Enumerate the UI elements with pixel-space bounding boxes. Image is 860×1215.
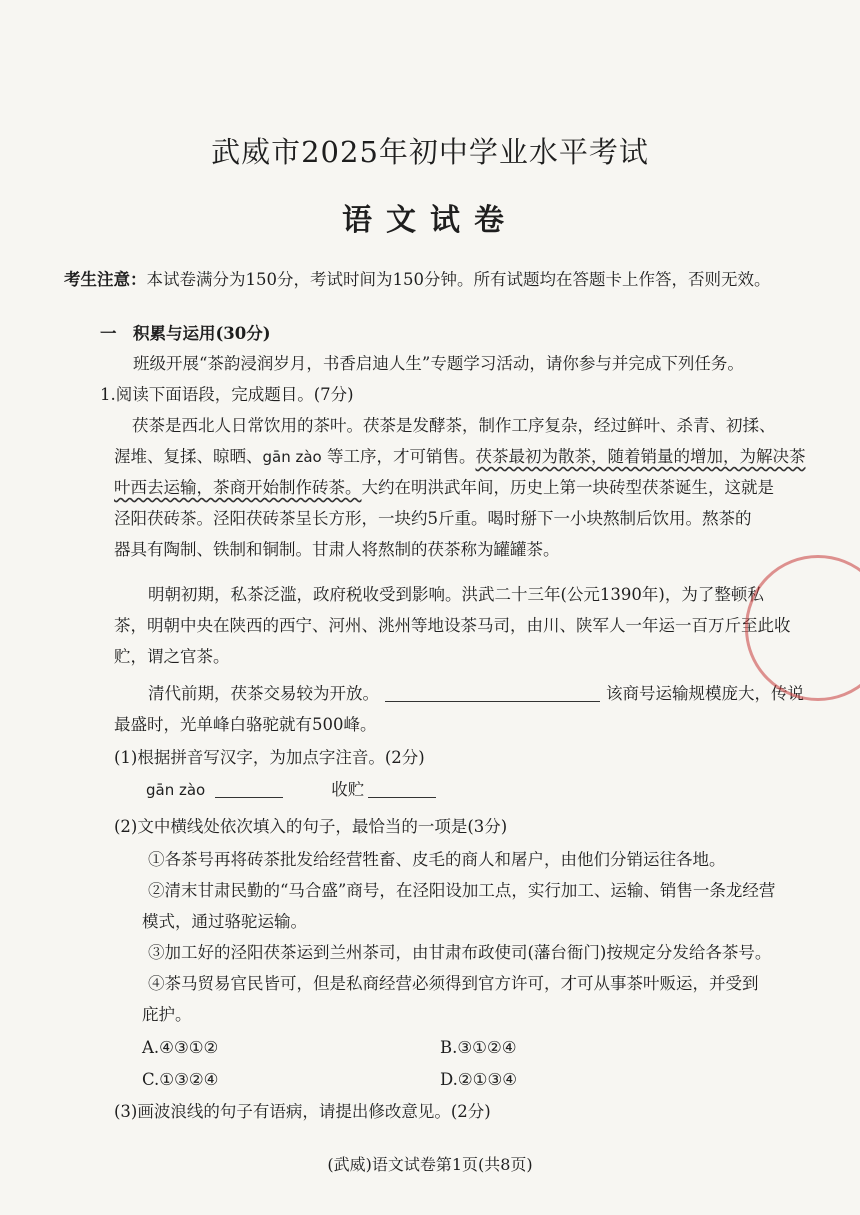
sentence-option: 模式，通过骆驼运输。	[142, 912, 307, 931]
sentence-option: ④茶马贸易官民皆可，但是私商经营必须得到官方许可，才可从事茶叶贩运，并受到	[148, 974, 759, 993]
question-1-stem: 1.阅读下面语段，完成题目。(7分)	[100, 385, 354, 404]
notice-text: 本试卷满分为150分，考试时间为150分钟。所有试题均在答题卡上作答，否则无效。	[146, 270, 771, 289]
answer-blank[interactable]	[368, 779, 436, 798]
passage-line: 明朝初期，私茶泛滥，政府税收受到影响。洪武二十三年(公元1390年)，为了整顿私	[148, 585, 764, 604]
fill-blank[interactable]	[385, 683, 600, 702]
passage-pinyin: gān zào	[262, 448, 322, 466]
sub-question-1-answers	[146, 778, 436, 802]
sentence-option: 庇护。	[142, 1005, 192, 1024]
passage-line: 贮，谓之官茶。	[114, 647, 230, 666]
answer-blank[interactable]	[215, 779, 283, 798]
choice-d[interactable]: D.②①③④	[440, 1070, 518, 1089]
exam-title: 武威市2025年初中学业水平考试	[211, 135, 649, 169]
notice-label: 考生注意：	[64, 270, 147, 289]
word-prompt: 收贮	[331, 780, 365, 799]
seal-stamp	[745, 555, 860, 701]
passage-line: 泾阳茯砖茶。泾阳茯砖茶呈长方形，一块约5斤重。喝时掰下一小块熬制后饮用。熬茶的	[114, 509, 752, 528]
wavy-sentence: 茯茶最初为散茶，随着销量的增加，为解决茶	[475, 447, 806, 466]
choice-b[interactable]: B.③①②④	[440, 1038, 517, 1057]
passage-text: 大约在明洪武年间，历史上第一块砖型茯茶诞生，这就是	[361, 478, 774, 497]
passage-line: 器具有陶制、铁制和铜制。甘肃人将熬制的茯茶称为罐罐茶。	[114, 540, 560, 559]
passage-line: 茶，明朝中央在陕西的西宁、河州、洮州等地设茶马司，由川、陕军人一年运一百万斤至此收	[114, 616, 791, 635]
exam-subtitle: 语文试卷	[342, 203, 518, 238]
sub-question-1-stem: (1)根据拼音写汉字，为加点字注音。(2分)	[114, 748, 425, 767]
choice-a[interactable]: A.④③①②	[142, 1038, 219, 1057]
wavy-sentence: 叶西去运输，茶商开始制作砖茶。	[114, 478, 362, 497]
sub-question-2-stem: (2)文中横线处依次填入的句子，最恰当的一项是(3分)	[114, 817, 508, 836]
section-intro: 班级开展“茶韵浸润岁月，书香启迪人生”专题学习活动，请你参与并完成下列任务。	[133, 354, 744, 373]
sentence-option: ①各茶号再将砖茶批发给经营牲畜、皮毛的商人和屠户，由他们分销运往各地。	[148, 850, 726, 869]
sentence-option: ③加工好的泾阳茯茶运到兰州茶司，由甘肃布政使司(藩台衙门)按规定分发给各茶号。	[148, 943, 772, 962]
section-heading: 一 积累与运用(30分)	[100, 324, 271, 343]
passage-text: 该商号运输规模庞大，传说	[606, 684, 804, 703]
choice-c[interactable]: C.①③②④	[142, 1070, 219, 1089]
passage-line	[114, 476, 774, 500]
passage-text: 清代前期，茯茶交易较为开放。	[148, 684, 379, 703]
passage-line: 最盛时，光单峰白骆驼就有500峰。	[114, 715, 377, 734]
page-footer: (武威)语文试卷第1页(共8页)	[327, 1155, 533, 1174]
notice	[64, 268, 771, 292]
passage-line	[114, 445, 805, 469]
passage-line	[148, 682, 804, 706]
passage-text: 渥堆、复揉、晾晒、	[114, 447, 263, 466]
sentence-option: ②清末甘肃民勤的“马合盛”商号，在泾阳设加工点，实行加工、运输、销售一条龙经营	[148, 881, 776, 900]
sub-question-3-stem: (3)画波浪线的句子有语病，请提出修改意见。(2分)	[114, 1102, 491, 1121]
pinyin-prompt: gān zào	[146, 781, 206, 799]
passage-line: 茯茶是西北人日常饮用的茶叶。茯茶是发酵茶，制作工序复杂，经过鲜叶、杀青、初揉、	[132, 416, 776, 435]
passage-text: 等工序，才可销售。	[326, 447, 476, 466]
